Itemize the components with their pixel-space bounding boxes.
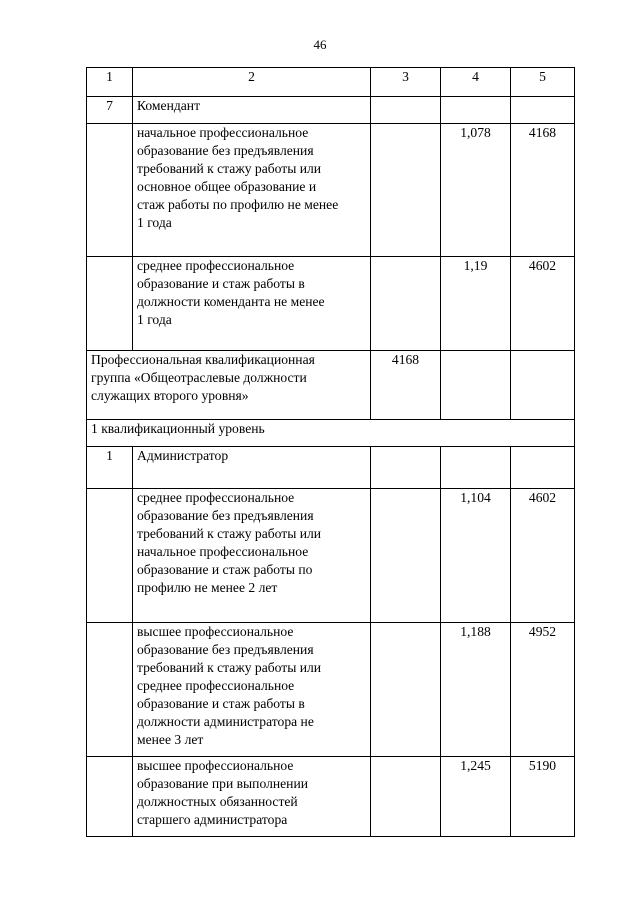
base-salary-cell (371, 447, 441, 489)
table-row (87, 257, 575, 351)
table-row (87, 124, 575, 257)
header-col-1: 1 (87, 68, 133, 97)
row-number: 7 (87, 97, 133, 124)
base-salary-cell (371, 97, 441, 124)
base-salary-cell: 4168 (371, 351, 441, 420)
header-col-2: 2 (133, 68, 371, 97)
table-row (87, 489, 575, 623)
table-row (87, 447, 575, 489)
coefficient-cell: 1,104 (441, 489, 511, 623)
qualification-requirement: высшее профессиональное образование без предъявления требований к стажу работы или среднее профессиональное образование и стаж работы в должности администратора не менее 3 лет (133, 623, 371, 757)
row-number (87, 623, 133, 757)
row-number (87, 757, 133, 837)
row-number: 1 (87, 447, 133, 489)
base-salary-cell (371, 623, 441, 757)
base-salary-cell (371, 489, 441, 623)
salary-cell (511, 97, 575, 124)
salary-cell (511, 351, 575, 420)
table-row (87, 757, 575, 837)
salary-cell: 4952 (511, 623, 575, 757)
qualification-level-title: 1 квалификационный уровень (87, 420, 575, 447)
row-number (87, 124, 133, 257)
salary-cell: 5190 (511, 757, 575, 837)
salary-cell: 4168 (511, 124, 575, 257)
base-salary-cell (371, 124, 441, 257)
table-header-row (87, 68, 575, 97)
coefficient-cell (441, 351, 511, 420)
qualification-group-title: Профессиональная квалификационная группа «Общеотраслевые должности служащих второго уровня» (87, 351, 371, 420)
header-col-4: 4 (441, 68, 511, 97)
header-col-5: 5 (511, 68, 575, 97)
header-col-3: 3 (371, 68, 441, 97)
salary-cell: 4602 (511, 489, 575, 623)
coefficient-cell: 1,245 (441, 757, 511, 837)
table-row (87, 97, 575, 124)
coefficient-cell: 1,19 (441, 257, 511, 351)
coefficient-cell (441, 447, 511, 489)
position-title: Администратор (133, 447, 371, 489)
level-row (87, 420, 575, 447)
qualification-requirement: среднее профессиональное образование и стаж работы в должности коменданта не менее 1 года (133, 257, 371, 351)
salary-table (86, 67, 575, 837)
qualification-requirement: среднее профессиональное образование без предъявления требований к стажу работы или начальное профессиональное образование и стаж работы по профилю не менее 2 лет (133, 489, 371, 623)
base-salary-cell (371, 257, 441, 351)
position-title: Комендант (133, 97, 371, 124)
page-number: 46 (313, 37, 327, 52)
base-salary-cell (371, 757, 441, 837)
salary-cell: 4602 (511, 257, 575, 351)
salary-cell (511, 447, 575, 489)
table-row (87, 623, 575, 757)
coefficient-cell (441, 97, 511, 124)
group-row (87, 351, 575, 420)
qualification-requirement: высшее профессиональное образование при выполнении должностных обязанностей старшего администратора (133, 757, 371, 837)
qualification-requirement: начальное профессиональное образование без предъявления требований к стажу работы или основное общее образование и стаж работы по профилю не менее 1 года (133, 124, 371, 257)
coefficient-cell: 1,078 (441, 124, 511, 257)
coefficient-cell: 1,188 (441, 623, 511, 757)
row-number (87, 489, 133, 623)
row-number (87, 257, 133, 351)
